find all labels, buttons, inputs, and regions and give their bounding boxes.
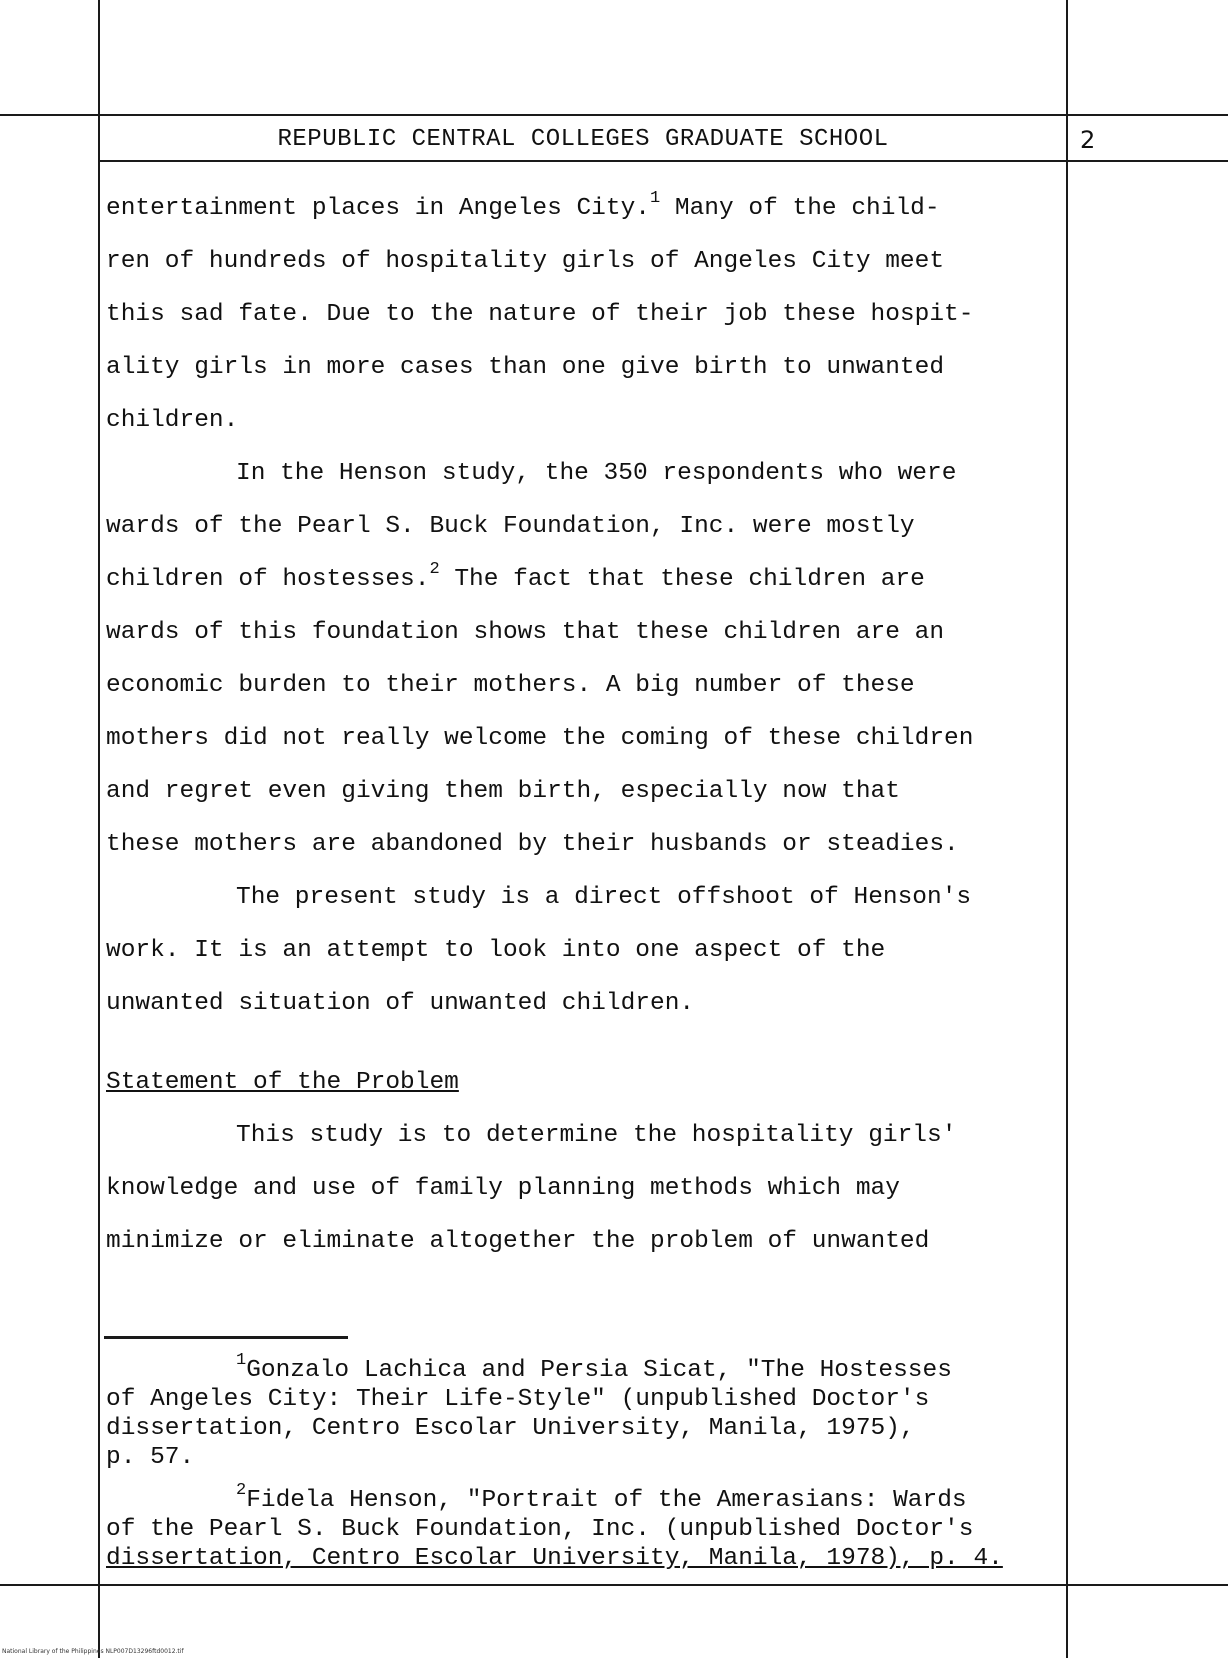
section-heading: Statement of the Problem <box>106 1069 459 1096</box>
footnote-ref-1: 1 <box>650 189 661 208</box>
text-line: these mothers are abandoned by their husbands or steadies. <box>106 831 959 858</box>
footnote-line: p. 57. <box>106 1444 195 1471</box>
text-line: mothers did not really welcome the coming of these children <box>106 725 974 752</box>
footnote-line: dissertation, Centro Escolar University, Manila, 1978), p. 4. <box>106 1545 1003 1572</box>
text-line: This study is to determine the hospitality girls' <box>236 1122 957 1149</box>
footer-rule <box>0 1584 1228 1586</box>
text-line: and regret even giving them birth, especially now that <box>106 778 900 805</box>
text-line: economic burden to their mothers. A big number of these <box>106 672 915 699</box>
left-margin-rule <box>98 0 100 1658</box>
text-line: wards of this foundation shows that these children are an <box>106 619 945 646</box>
header-bottom-rule <box>100 160 1228 162</box>
footnote-separator <box>104 1336 348 1339</box>
body-text <box>106 182 1066 1268</box>
text-line: The present study is a direct offshoot of Henson's <box>236 884 972 911</box>
footnote-mark-2: 2 <box>236 1481 247 1500</box>
footnote-line: of the Pearl S. Buck Foundation, Inc. (unpublished Doctor's <box>106 1516 974 1543</box>
text-line: In the Henson study, the 350 respondents who were <box>236 460 957 487</box>
footnotes <box>106 1351 1066 1573</box>
text-line: this sad fate. Due to the nature of their job these hospit- <box>106 301 974 328</box>
footnote-line: of Angeles City: Their Life-Style" (unpublished Doctor's <box>106 1386 930 1413</box>
text-line: children. <box>106 407 239 434</box>
right-margin-rule <box>1066 0 1068 1658</box>
footnote-line: $^2$Fidela Henson, "Portrait of the Amerasians: Wards <box>236 1481 967 1514</box>
page-header-title: REPUBLIC CENTRAL COLLEGES GRADUATE SCHOOL <box>277 126 889 153</box>
text-line: minimize or eliminate altogether the problem of unwanted <box>106 1228 930 1255</box>
text-line: entertainment places in Angeles City.$^1$ Many of the child- <box>106 189 940 222</box>
footnote-line: $^1$Gonzalo Lachica and Persia Sicat, "The Hostesses <box>236 1351 952 1384</box>
text-line: unwanted situation of unwanted children. <box>106 990 695 1017</box>
text-line: work. It is an attempt to look into one aspect of the <box>106 937 886 964</box>
text-line: children of hostesses.$^2$ The fact that these children are <box>106 560 925 593</box>
scan-credit: National Library of the Philippines NLP007D13296ftd0012.tif <box>2 1648 184 1655</box>
text-line: ality girls in more cases than one give birth to unwanted <box>106 354 945 381</box>
footnote-ref-2: 2 <box>429 560 440 579</box>
footnote-mark-1: 1 <box>236 1351 247 1370</box>
footnote-line: dissertation, Centro Escolar University, Manila, 1975), <box>106 1415 915 1442</box>
text-line: wards of the Pearl S. Buck Foundation, Inc. were mostly <box>106 513 915 540</box>
text-line: ren of hundreds of hospitality girls of Angeles City meet <box>106 248 945 275</box>
header-top-rule <box>0 114 1228 116</box>
page-number: 2 <box>1080 126 1096 154</box>
text-line: knowledge and use of family planning methods which may <box>106 1175 900 1202</box>
